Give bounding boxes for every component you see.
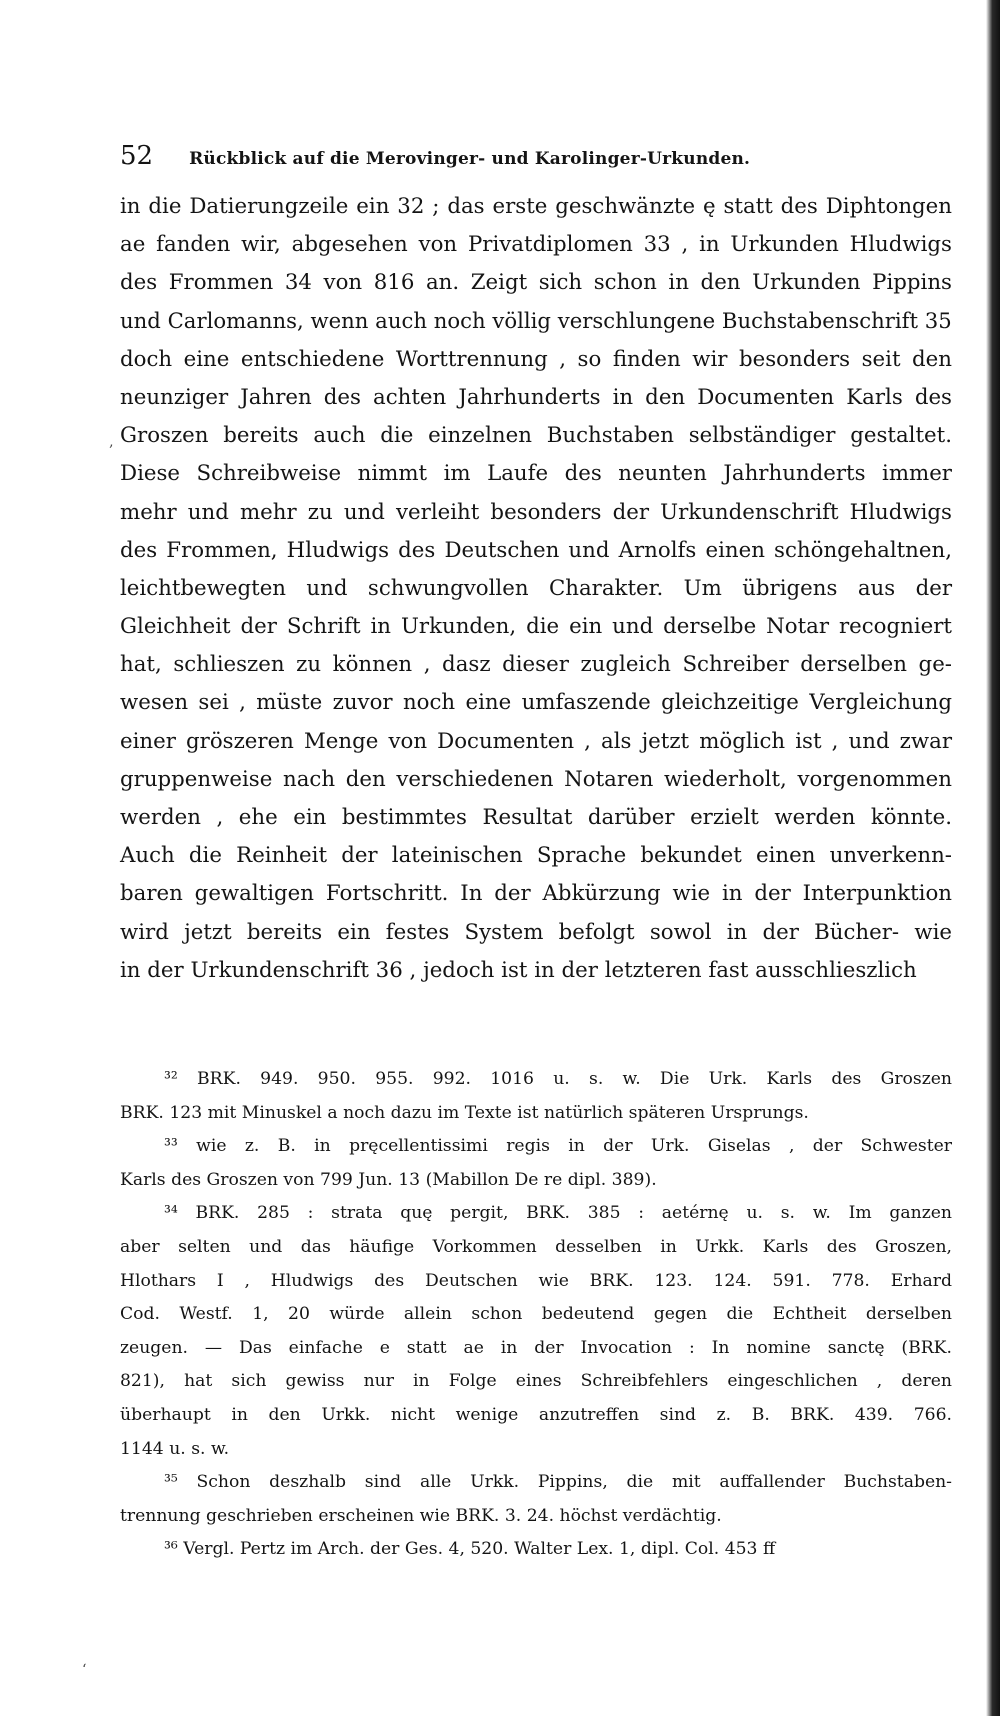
footnote-line: zeugen. — Das einfache e statt ae in der Invocation : In nomine sanctę (BRK. <box>120 1337 952 1358</box>
text-line: Diese Schreibweise nimmt im Laufe des neunten Jahrhunderts immer <box>120 461 952 487</box>
footnote-line: ³⁶ Vergl. Pertz im Arch. der Ges. 4, 520. Walter Lex. 1, dipl. Col. 453 ff <box>164 1539 776 1560</box>
footnote-line: BRK. 123 mit Minuskel a noch dazu im Texte ist natürlich späteren Ursprungs. <box>120 1102 809 1123</box>
page-header <box>120 141 880 171</box>
footnote-line: trennung geschrieben erscheinen wie BRK. 3. 24. höchst verdächtig. <box>120 1505 722 1526</box>
footnote-line: ³³ wie z. B. in pręcellentissimi regis in der Urk. Giselas , der Schwester <box>164 1136 952 1157</box>
text-line: in der Urkundenschrift 36 , jedoch ist in der letzteren fast ausschlieszlich <box>120 957 917 983</box>
text-line: wird jetzt bereits ein festes System befolgt sowol in der Bücher- wie <box>120 919 952 945</box>
footnote-line: überhaupt in den Urkk. nicht wenige anzutreffen sind z. B. BRK. 439. 766. <box>120 1404 952 1425</box>
margin-mark: ‚ <box>109 434 114 450</box>
footnote-line: ³⁴ BRK. 285 : strata quę pergit, BRK. 385 : aetérnę u. s. w. Im ganzen <box>164 1203 952 1224</box>
footnote-line: 1144 u. s. w. <box>120 1438 230 1459</box>
footnote-line: ³² BRK. 949. 950. 955. 992. 1016 u. s. w. Die Urk. Karls des Groszen <box>164 1069 952 1089</box>
text-line: wesen sei , müste zuvor noch eine umfaszende gleichzeitige Vergleichung <box>120 690 952 716</box>
text-line: baren gewaltigen Fortschritt. In der Abkürzung wie in der Interpunktion <box>120 881 952 907</box>
margin-mark: ‘ <box>82 1662 87 1678</box>
text-line: Groszen bereits auch die einzelnen Buchstaben selbständiger gestaltet. <box>120 423 952 449</box>
text-line: leichtbewegten und schwungvollen Charakter. Um übrigens aus der <box>120 575 952 601</box>
text-line: doch eine entschiedene Worttrennung , so finden wir besonders seit den <box>120 346 952 372</box>
text-line: und Carlomanns, wenn auch noch völlig verschlungene Buchstabenschrift 35 <box>120 308 952 334</box>
text-line: in die Datierungzeile ein 32 ; das erste geschwänzte ę statt des Diphtongen <box>120 194 952 219</box>
page-number: 52 <box>120 141 154 171</box>
footnote-line: Cod. Westf. 1, 20 würde allein schon bedeutend gegen die Echtheit derselben <box>120 1304 952 1325</box>
text-line: ae fanden wir, abgesehen von Privatdiplomen 33 , in Urkunden Hludwigs <box>120 232 952 258</box>
text-line: Gleichheit der Schrift in Urkunden, die ein und derselbe Notar recogniert <box>120 614 952 640</box>
footnote-line: ³⁵ Schon deszhalb sind alle Urkk. Pippins, die mit auffallender Buchstaben- <box>164 1472 952 1493</box>
text-line: einer gröszeren Menge von Documenten , als jetzt möglich ist , und zwar <box>120 728 952 754</box>
footnote-line: Hlothars I , Hludwigs des Deutschen wie BRK. 123. 124. 591. 778. Erhard <box>120 1270 952 1291</box>
main-text <box>120 188 952 990</box>
text-line: mehr und mehr zu und verleiht besonders der Urkundenschrift Hludwigs <box>120 499 952 525</box>
footnotes <box>120 1063 952 1567</box>
footnote-line: aber selten und das häufige Vorkommen desselben in Urkk. Karls des Groszen, <box>120 1236 952 1257</box>
text-line: des Frommen, Hludwigs des Deutschen und Arnolfs einen schöngehaltnen, <box>120 537 952 563</box>
text-line: gruppenweise nach den verschiedenen Notaren wiederholt, vorgenommen <box>120 766 952 792</box>
text-line: werden , ehe ein bestimmtes Resultat darüber erzielt werden könnte. <box>120 805 952 830</box>
text-line: hat, schlieszen zu können , dasz dieser zugleich Schreiber derselben ge- <box>120 652 952 678</box>
text-line: Auch die Reinheit der lateinischen Sprache bekundet einen unverkenn- <box>120 843 952 869</box>
text-line: neunziger Jahren des achten Jahrhunderts in den Documenten Karls des <box>120 384 952 410</box>
text-line: des Frommen 34 von 816 an. Zeigt sich schon in den Urkunden Pippins <box>120 270 952 296</box>
footnote-line: Karls des Groszen von 799 Jun. 13 (Mabillon De re dipl. 389). <box>120 1169 657 1190</box>
page-edge-shadow <box>986 0 1000 1716</box>
running-title: Rückblick auf die Merovinger- und Karolinger-Urkunden. <box>189 149 751 169</box>
footnote-line: 821), hat sich gewiss nur in Folge eines Schreibfehlers eingeschlichen , deren <box>120 1371 952 1392</box>
